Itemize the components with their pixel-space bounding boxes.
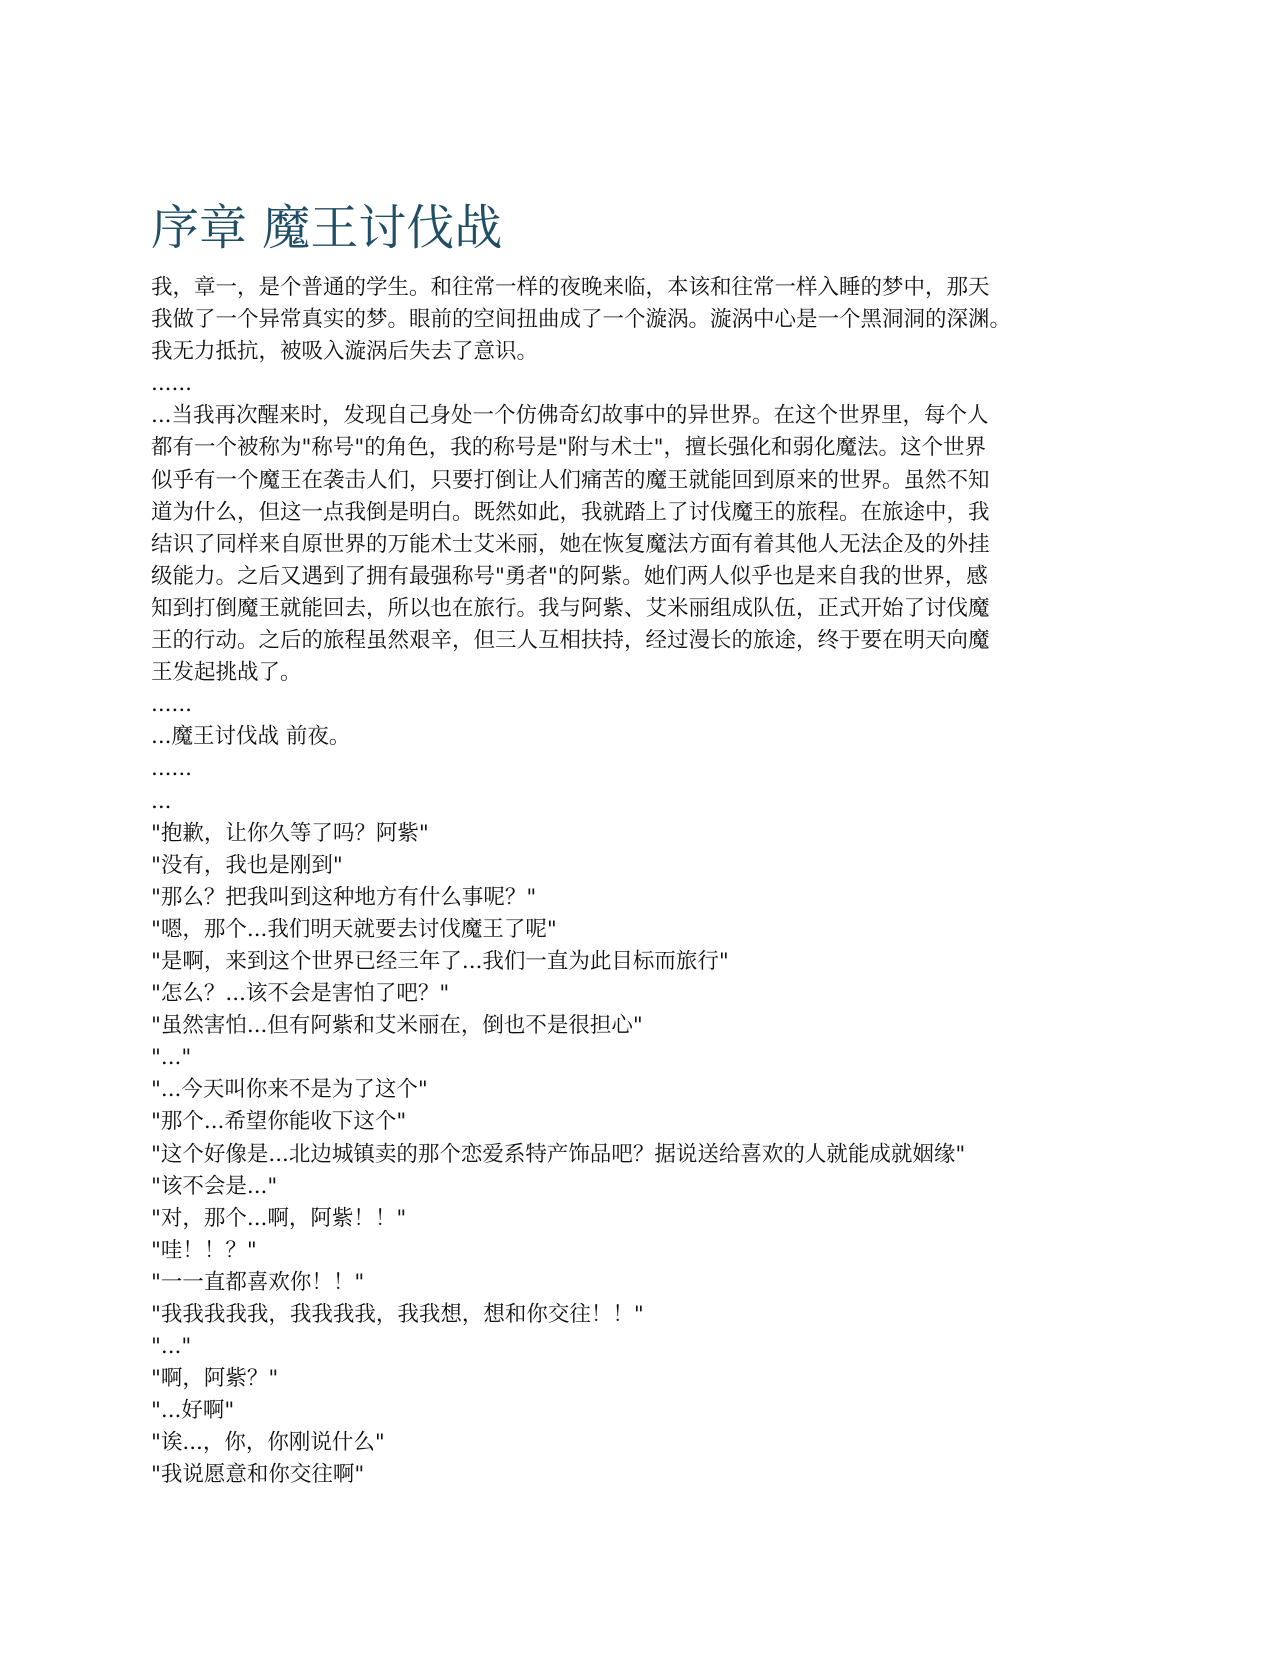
dialogue-line: "...好啊" xyxy=(151,1398,235,1424)
ellipsis-line: ...... xyxy=(151,371,193,397)
dialogue-line: "啊，阿紫？" xyxy=(151,1366,279,1392)
dialogue-line: "..." xyxy=(151,1334,192,1360)
paragraph-otherworld: ...当我再次醒来时，发现自己身处一个仿佛奇幻故事中的异世界。在这个世界里，每个人 都有一个被称为"称号"的角色，我的称号是"附与术士"，擅长强化和弱化魔法。这个世界 似乎有一个魔王在袭击人们，只要打倒让人们痛苦的魔王就能回到原来的世界。虽然不知 道为什么，但这一点我倒是明白。既然如此，我就踏上了讨伐魔王的旅程。在旅途中，我 结识了同样来自原世界的万能术士艾米丽，她在恢复魔法方面有着其他人无法企及的外挂 级能力。之后又遇到了拥有最强称号"勇者"的阿紫。她们两人似乎也是来自我的世界，感 知到打倒魔王就能回去，所以也在旅行。我与阿紫、艾米丽组成队伍，正式开始了讨伐魔 王的行动。之后的旅程虽然艰辛，但三人互相扶持，经过漫长的旅途，终于要在明天向魔 王发起挑战了。 xyxy=(151,403,990,686)
dialogue-line: "诶...，你，你刚说什么" xyxy=(151,1430,385,1456)
dialogue-line: "这个好像是...北边城镇卖的那个恋爱系特产饰品吧？据说送给喜欢的人就能成就姻缘" xyxy=(151,1141,966,1167)
dialogue-line: "我我我我我，我我我我，我我想，想和你交往！！" xyxy=(151,1302,644,1327)
story-body xyxy=(151,272,1141,1492)
dialogue-line: "对，那个...啊，阿紫！！" xyxy=(151,1205,407,1231)
ellipsis-line: ...... xyxy=(151,756,193,782)
dialogue-line: "没有，我也是刚到" xyxy=(151,852,343,878)
dialogue-line: "虽然害怕...但有阿紫和艾米丽在，倒也不是很担心" xyxy=(151,1013,643,1039)
dialogue-line: "那么？把我叫到这种地方有什么事呢？" xyxy=(151,884,537,910)
dialogue-line: "那个...希望你能收下这个" xyxy=(151,1109,407,1135)
dialogue-line: "该不会是..." xyxy=(151,1173,278,1199)
chapter-title: 序章 魔王讨伐战 xyxy=(151,200,503,256)
scene-heading: ...魔王讨伐战 前夜。 xyxy=(151,724,351,750)
dialogue-line: "嗯，那个...我们明天就要去讨伐魔王了呢" xyxy=(151,916,557,942)
paragraph-intro: 我，章一，是个普通的学生。和往常一样的夜晚来临，本该和往常一样入睡的梦中，那天 我做了一个异常真实的梦。眼前的空间扭曲成了一个漩涡。漩涡中心是一个黑洞洞的深渊。 我无力抵抗，被吸入漩涡后失去了意识。 xyxy=(151,275,1012,365)
dialogue-line: "哇！！？" xyxy=(151,1237,257,1263)
dialogue-line: "我说愿意和你交往啊" xyxy=(151,1462,365,1488)
ellipsis-line: ...... xyxy=(151,692,193,718)
dialogue-line: "怎么？...该不会是害怕了吧？" xyxy=(151,981,450,1007)
ellipsis-line: ... xyxy=(151,788,172,814)
dialogue-line: "一一直都喜欢你！！" xyxy=(151,1269,365,1295)
dialogue-line: "...今天叫你来不是为了这个" xyxy=(151,1077,428,1103)
dialogue-line: "是啊，来到这个世界已经三年了...我们一直为此目标而旅行" xyxy=(151,948,729,974)
dialogue-line: "抱歉，让你久等了吗？阿紫" xyxy=(151,820,429,846)
dialogue-line: "..." xyxy=(151,1045,192,1071)
